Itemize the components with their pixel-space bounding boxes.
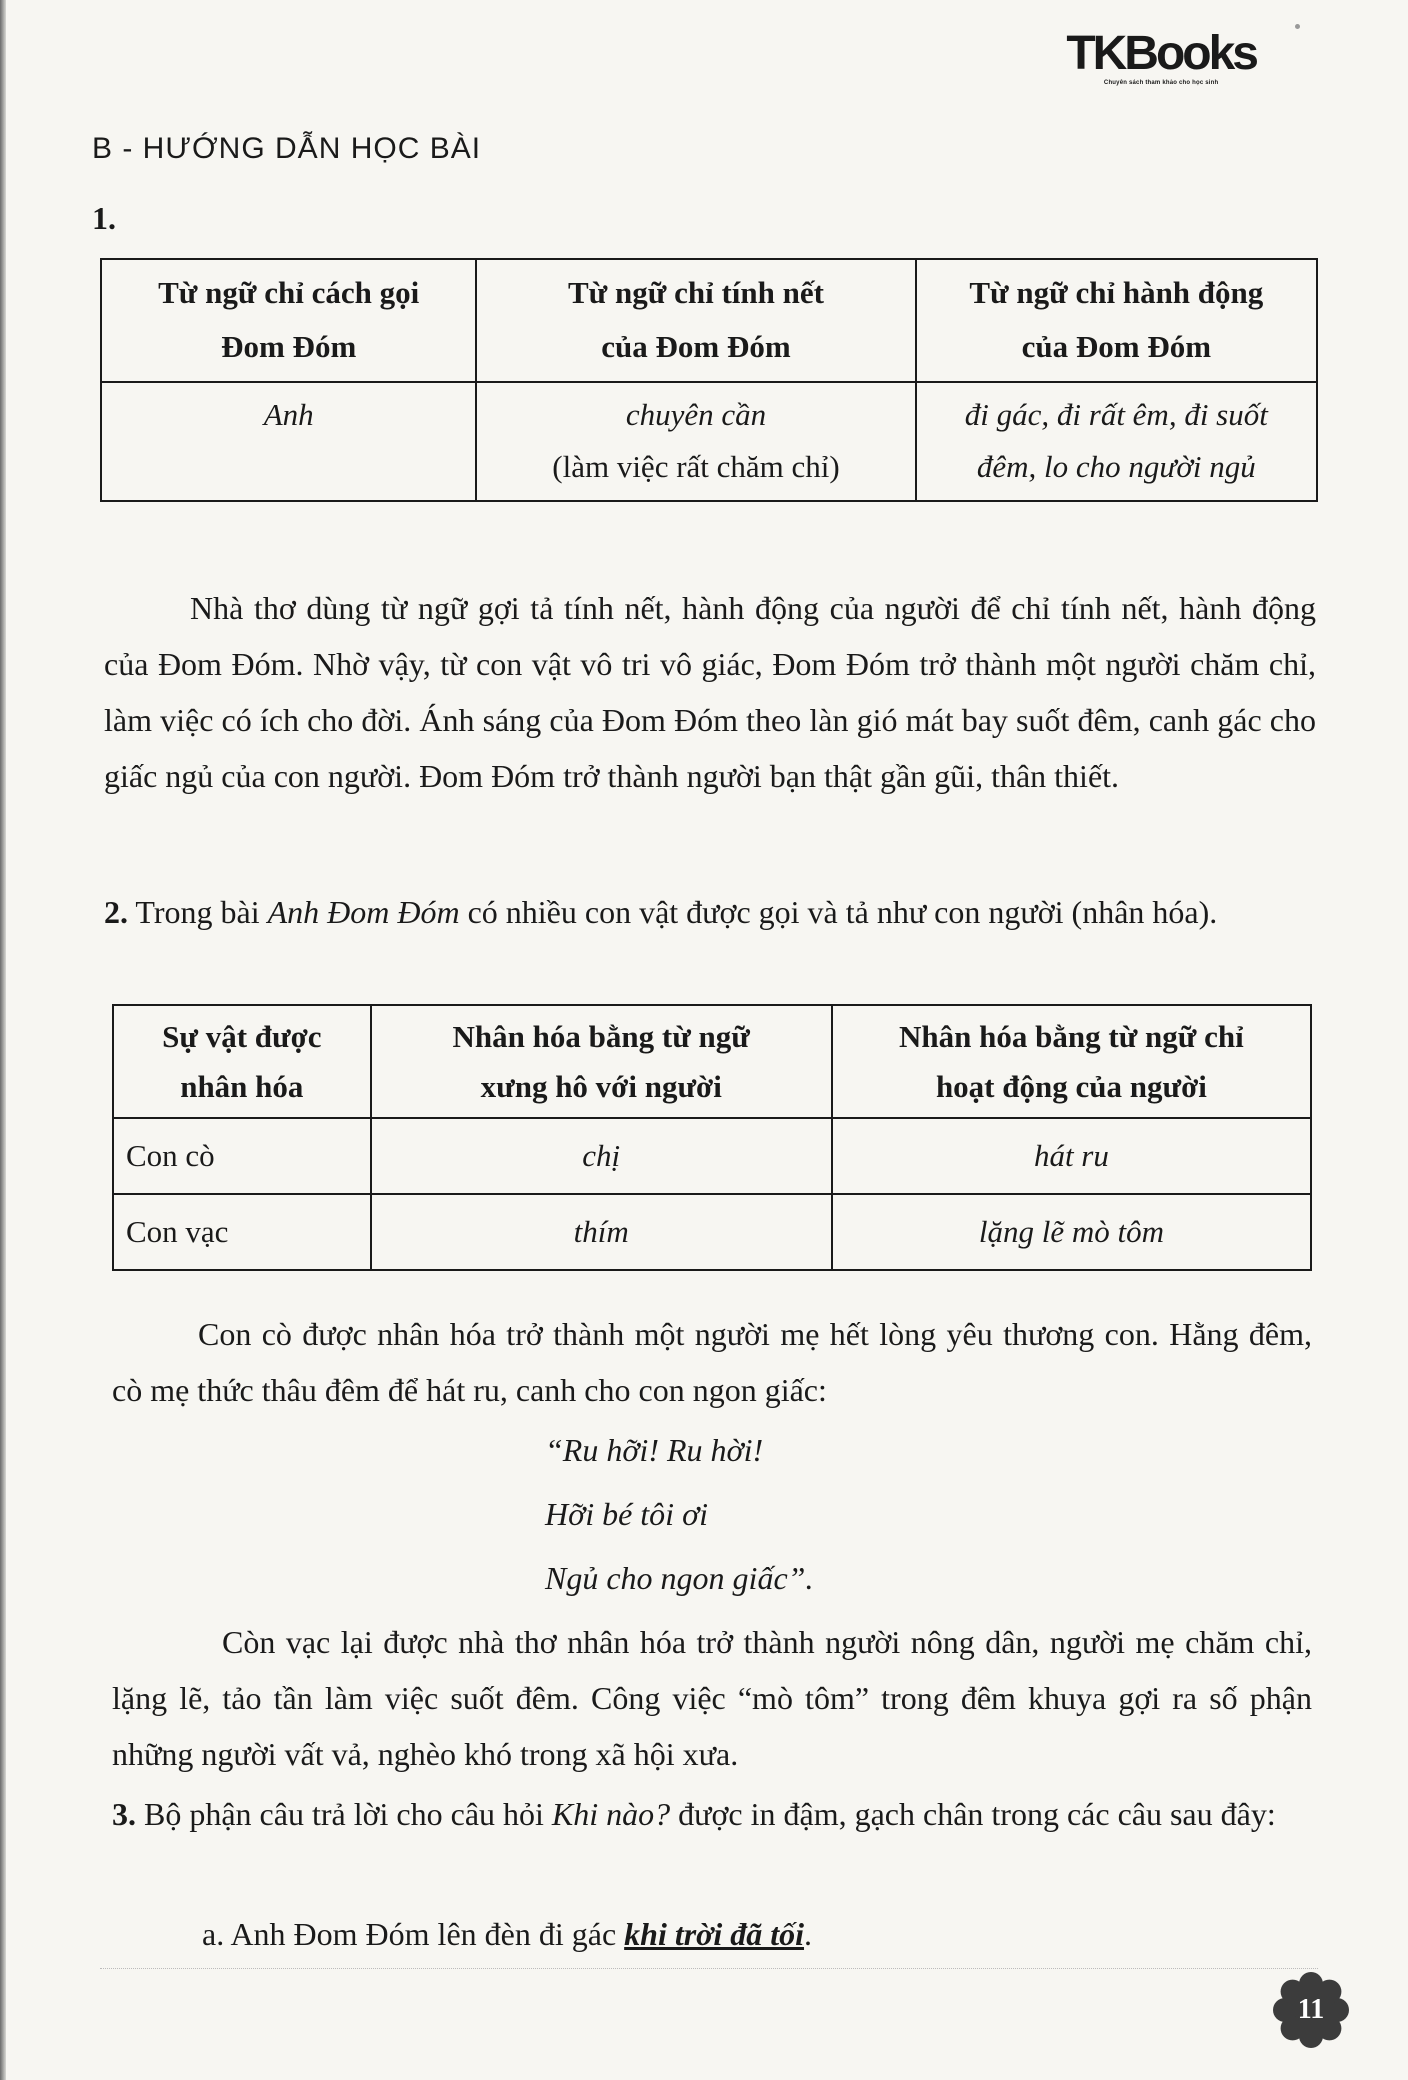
q1-paragraph: Nhà thơ dùng từ ngữ gợi tả tính nết, hành động của người để chỉ tính nết, hành động của Đom Đóm. Nhờ vậy, từ con vật vô tri vô giác, Đom Đóm trở thành một người chăm chỉ, làm việc có ích cho đời. Ánh sáng của Đom Đóm theo làn gió mát bay suốt đêm, canh gác cho giấc ngủ của con người. Đom Đóm trở thành người bạn thật gần gũi, thân thiết. — [104, 590, 1316, 794]
q3-item-a-period: . — [804, 1916, 813, 1952]
q2-row2-action: lặng lẽ mò tôm — [832, 1194, 1311, 1270]
q2-header-2-line2: xưng hô với người — [480, 1068, 722, 1104]
q3-intro-pre: Bộ phận câu trả lời cho câu hỏi — [136, 1796, 552, 1832]
q3-question-word: Khi nào? — [551, 1796, 671, 1832]
publisher-logo — [1066, 27, 1256, 86]
speck — [1295, 24, 1300, 29]
q2-header-3-line2: hoạt động của người — [935, 1068, 1207, 1104]
q2-header-1-line2: nhân hóa — [180, 1068, 304, 1104]
q1-trait-word: chuyên cần — [625, 396, 767, 432]
q3-item-a-text: a. Anh Đom Đóm lên đèn đi gác — [202, 1916, 625, 1952]
q2-row2-address: thím — [371, 1194, 832, 1270]
q2-header-1-line1: Sự vật được — [162, 1019, 322, 1054]
q1-header-3-line1: Từ ngữ chỉ hành động — [969, 275, 1264, 310]
q1-action-line1: đi gác, đi rất êm, đi suốt — [964, 396, 1268, 432]
q2-row — [113, 1118, 1311, 1194]
q3-number: 3. — [112, 1796, 136, 1832]
logo-tagline: Chuyên sách tham khảo cho học sinh — [1103, 80, 1219, 86]
q1-header-1 — [101, 259, 476, 382]
q2-header-2 — [371, 1005, 832, 1118]
q2-intro-title: Anh Đom Đóm — [267, 894, 460, 930]
q2-row2-thing: Con vạc — [113, 1194, 371, 1270]
q1-cell-trait — [476, 382, 915, 501]
q2-header-3-line1: Nhân hóa bằng từ ngữ chỉ — [899, 1019, 1244, 1054]
q2-header-1 — [113, 1005, 371, 1118]
q1-header-2 — [476, 259, 915, 382]
q2-table — [112, 1004, 1312, 1271]
q2-row1-action: hát ru — [832, 1118, 1311, 1194]
q2-number: 2. — [104, 894, 128, 930]
poem-line-1: “Ru hỡi! Ru hời! — [545, 1432, 764, 1468]
q2-paragraph-1: Con cò được nhân hóa trở thành một người mẹ hết lòng yêu thương con. Hằng đêm, cò mẹ thức thâu đêm để hát ru, canh cho con ngon giấc: — [112, 1316, 1312, 1408]
q3-item-a — [202, 1906, 1302, 1962]
section-title: B - HƯỚNG DẪN HỌC BÀI — [92, 132, 482, 165]
q1-cell-name: Anh — [101, 382, 476, 501]
q1-header-1-line1: Từ ngữ chỉ cách gọi — [158, 275, 420, 310]
q1-header-3 — [916, 259, 1317, 382]
q2-header-row — [113, 1005, 1311, 1118]
q3-intro-post: được in đậm, gạch chân trong các câu sau đây: — [670, 1796, 1276, 1832]
q2-row1-address: chị — [371, 1118, 832, 1194]
q1-number: 1. — [92, 200, 116, 236]
poem-line-2: Hỡi bé tôi ơi — [545, 1496, 709, 1532]
q1-header-3-line2: của Đom Đóm — [1021, 329, 1212, 365]
q2-row1-thing: Con cò — [113, 1118, 371, 1194]
q2-paragraph-2: Còn vạc lại được nhà thơ nhân hóa trở thành người nông dân, người mẹ chăm chỉ, lặng lẽ, tảo tần làm việc suốt đêm. Công việc “mò tôm” trong đêm khuya gợi ra số phận những người vất vả, nghèo khó trong xã hội xưa. — [112, 1624, 1312, 1772]
q1-cell-action — [916, 382, 1317, 501]
poem-line-3: Ngủ cho ngon giấc”. — [545, 1560, 814, 1596]
q3-intro — [112, 1786, 1312, 1842]
q1-trait-gloss: (làm việc rất chăm chỉ) — [552, 449, 840, 485]
q1-header-row — [101, 259, 1317, 382]
page-spine-shadow — [0, 0, 6, 2080]
q2-intro-pre: Trong bài — [128, 894, 268, 930]
q1-header-2-line1: Từ ngữ chỉ tính nết — [568, 275, 824, 310]
q3-item-a-answer: khi trời đã tối — [624, 1916, 805, 1952]
q1-data-row — [101, 382, 1317, 501]
q1-action-line2: đêm, lo cho người ngủ — [976, 449, 1256, 485]
q1-header-2-line2: của Đom Đóm — [601, 329, 791, 365]
q1-header-1-line2: Đom Đóm — [221, 329, 357, 365]
q2-intro — [104, 884, 1316, 940]
q2-header-3 — [832, 1005, 1311, 1118]
q2-header-2-line1: Nhân hóa bằng từ ngữ — [452, 1019, 750, 1054]
logo-text: TKBooks — [1066, 27, 1256, 80]
q2-intro-post: có nhiều con vật được gọi và tả như con người (nhân hóa). — [459, 894, 1218, 930]
bottom-dotted-rule — [100, 1968, 1318, 1969]
page-number: 11 — [1297, 1994, 1325, 2025]
q1-table — [100, 258, 1318, 502]
q2-row — [113, 1194, 1311, 1270]
page-number-badge — [1273, 1972, 1349, 2048]
